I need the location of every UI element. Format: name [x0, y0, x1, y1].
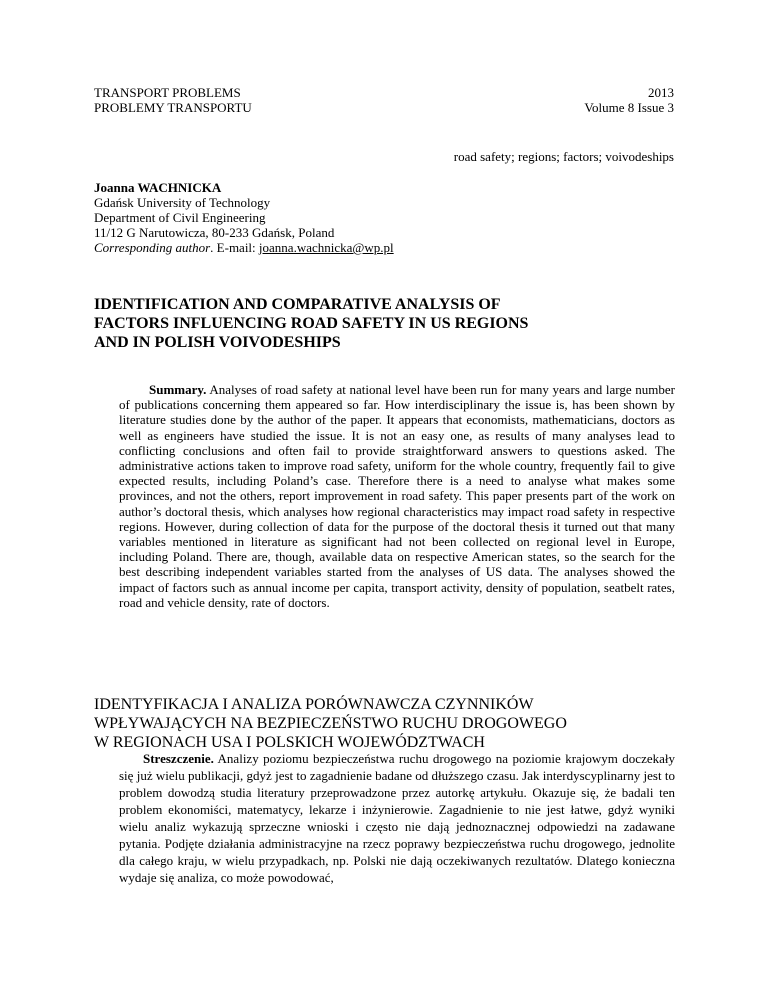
author-affiliation-university: Gdańsk University of Technology	[94, 195, 271, 210]
paper-title-en: IDENTIFICATION AND COMPARATIVE ANALYSIS OF FACTORS INFLUENCING ROAD SAFETY IN US REGIONS AND IN POLISH VOIVODESHIPS	[94, 296, 529, 351]
paper-title-pl	[94, 695, 654, 752]
author-name: Joanna WACHNICKA	[94, 180, 222, 195]
journal-name-pl: PROBLEMY TRANSPORTU	[94, 100, 252, 115]
corresponding-author	[94, 240, 394, 255]
publication-year: 2013	[648, 85, 674, 100]
summary-label: Summary.	[149, 382, 207, 397]
volume-issue: Volume 8 Issue 3	[584, 100, 674, 115]
author-block	[94, 180, 394, 255]
streszczenie-text: Analizy poziomu bezpieczeństwa ruchu drogowego na poziomie krajowym doczekały się już wielu publikacji, gdyż jest to zagadnienie badane od dłuższego czasu. Jak interdyscyplinarny jest to problem dowodzą studia literatury przeprowadzone przez autorkę artykułu. Okazuje się, że badali ten problem ekonomiści, matematycy, lekarze i inżynierowie. Zagadnienie to nie jest łatwe, gdyż wyniki wielu analiz wykazują sprzeczne wnioski i często nie dają jednoznacznej odpowiedzi na zadawane pytania. Podjęte działania administracyjne na rzecz poprawy bezpieczeństwa ruchu drogowego, jednolite dla całego kraju, w wielu przypadkach, np. Polski nie dają oczekiwanych rezultatów. Dlatego konieczna wydaje się analiza, co może powodować,	[119, 751, 675, 885]
title-pl-line-2: WPŁYWAJĄCYCH NA BEZPIECZEŃSTWO RUCHU DROGOWEGO	[94, 715, 567, 732]
issue-info	[584, 85, 674, 115]
summary-abstract	[119, 382, 675, 610]
title-pl-line-1: IDENTYFIKACJA I ANALIZA PORÓWNAWCZA CZYNNIKÓW	[94, 696, 534, 713]
author-affiliation-department: Department of Civil Engineering	[94, 210, 266, 225]
journal-header	[94, 85, 252, 115]
keywords: road safety; regions; factors; voivodeships	[453, 149, 674, 164]
streszczenie-label: Streszczenie.	[143, 751, 214, 766]
corresponding-author-label: Corresponding author	[94, 240, 211, 255]
title-pl-line-3: W REGIONACH USA I POLSKICH WOJEWÓDZTWACH	[94, 734, 485, 751]
summary-text: Analyses of road safety at national level have been run for many years and large number of publications concerning them appeared so far. How interdisciplinary the issue is, has been shown by literature studies done by the author of the paper. It appears that economists, mathematicians, doctors as well as engineers have studied the issue. It is not an easy one, as results of many analyses lead to conflicting conclusions and often fail to provide straightforward answers to questions asked. The administrative actions taken to improve road safety, uniform for the whole country, frequently fail to give expected results, including Poland’s case. Therefore there is a need to analyse what makes some provinces, and not the others, report improvement in road safety. This paper presents part of the work on author’s doctoral thesis, which analyses how regional characteristics may impact road safety in respective regions. However, during collection of data for the purpose of the doctoral thesis it turned out that many variables mentioned in literature as significant had not been collected on regional level in Europe, including Poland. There are, though, available data on respective American states, so the search for the best describing independent variables started from the analyses of US data. The analyses showed the impact of factors such as annual income per capita, transport activity, density of population, seatbelt rates, road and vehicle density, rate of doctors.	[119, 382, 675, 610]
email-prefix: . E-mail:	[210, 240, 259, 255]
author-address: 11/12 G Narutowicza, 80-233 Gdańsk, Poland	[94, 225, 335, 240]
streszczenie-abstract	[119, 750, 675, 886]
journal-name-en: TRANSPORT PROBLEMS	[94, 85, 241, 100]
author-email-link[interactable]: joanna.wachnicka@wp.pl	[258, 240, 394, 255]
